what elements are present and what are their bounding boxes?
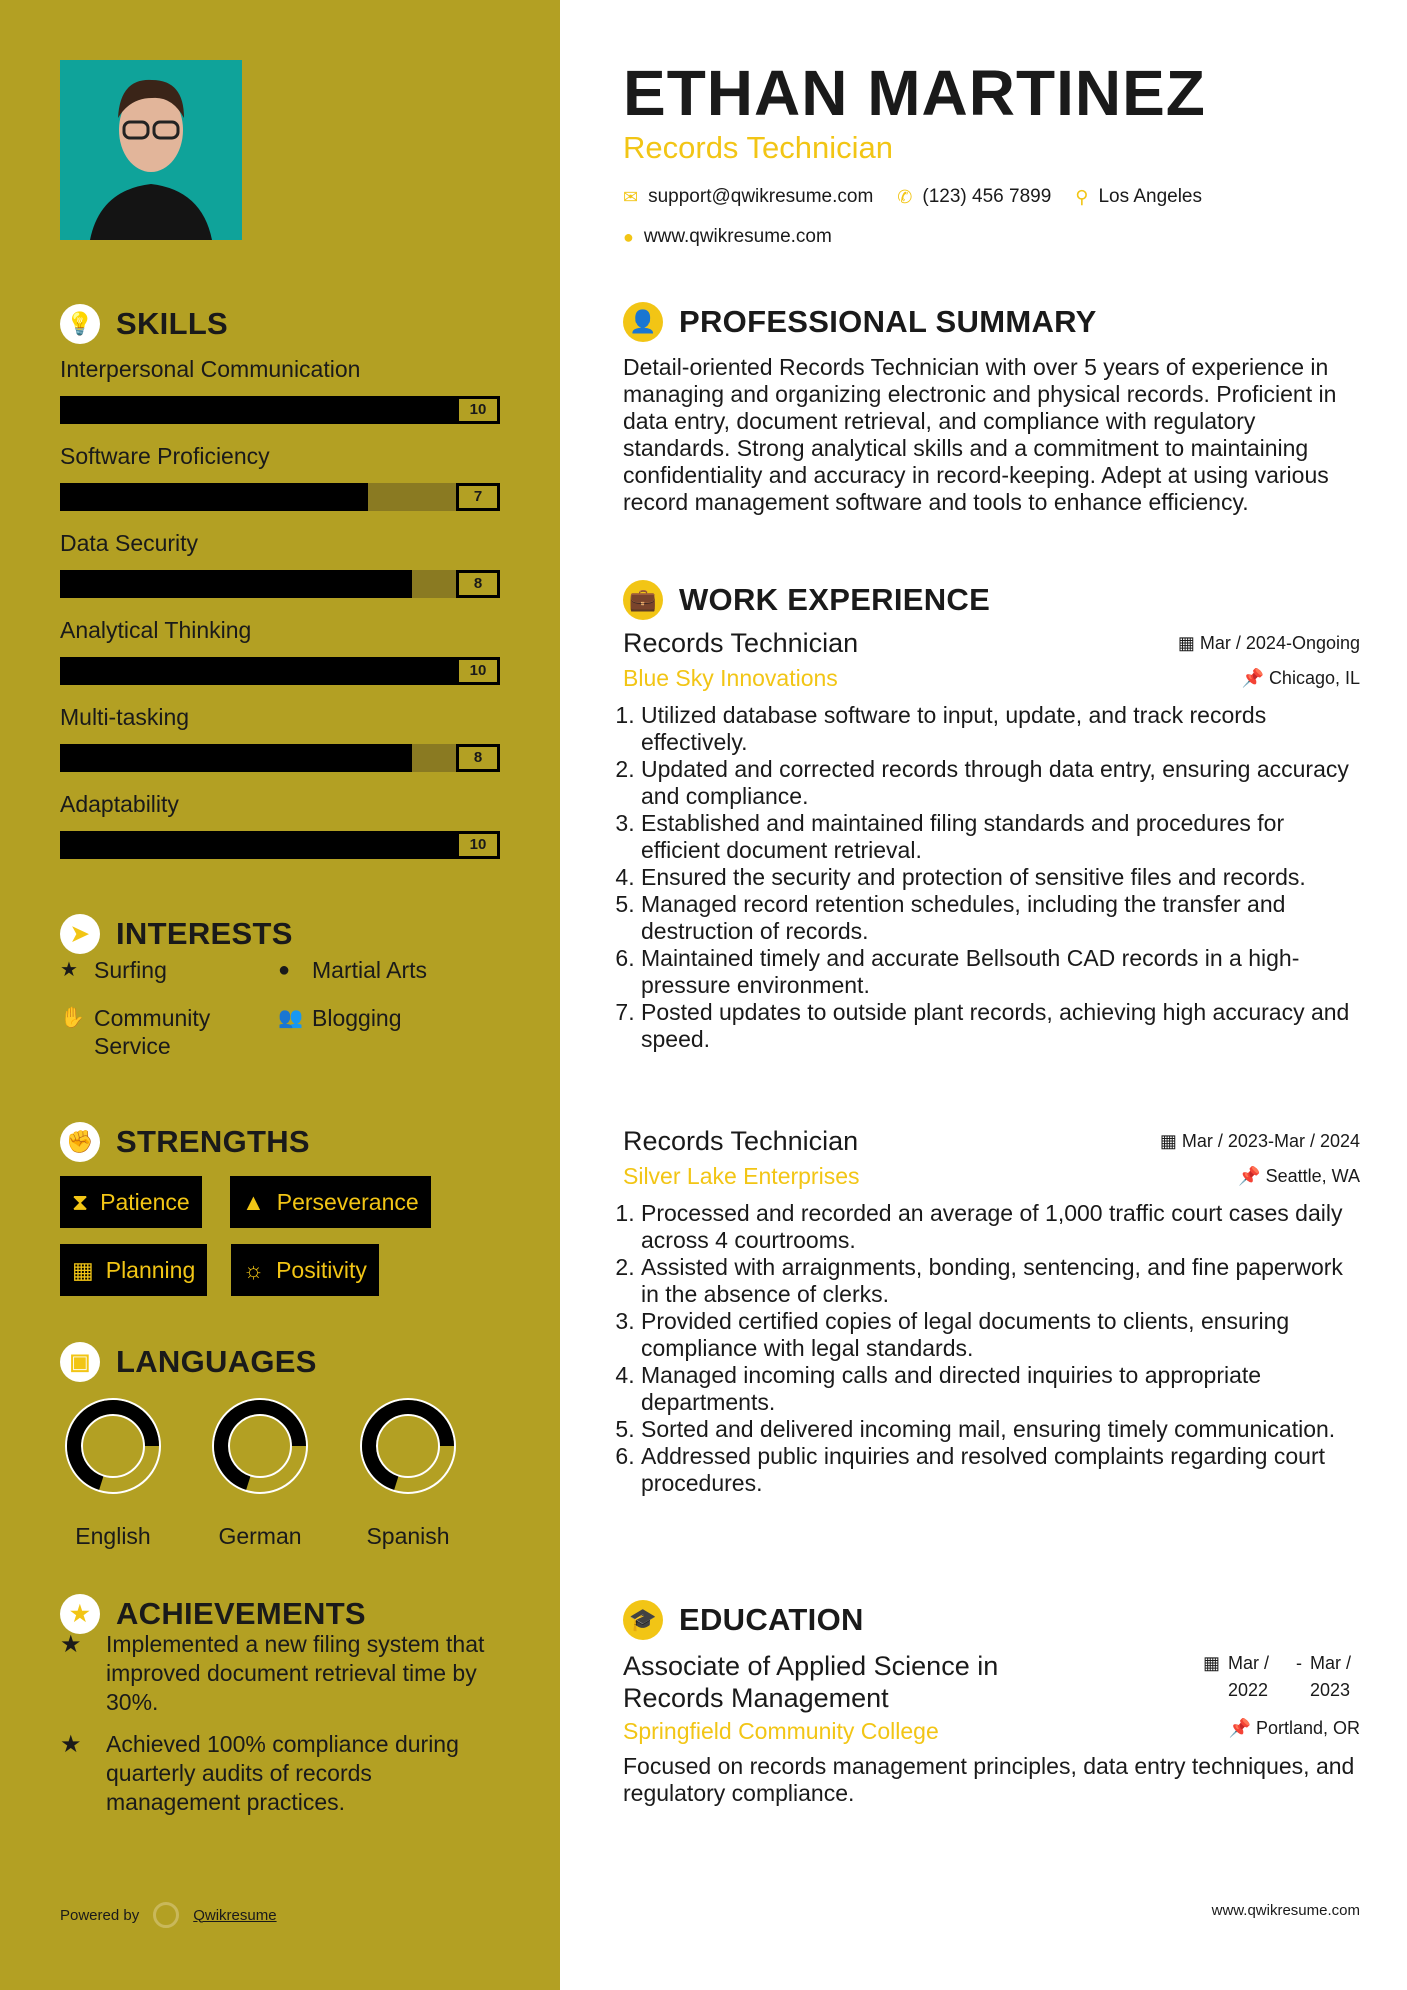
skill-bar: [60, 831, 500, 859]
job-bullet: 1. Utilized database software to input, update, and track records effectively.: [641, 702, 1360, 756]
sun-icon: ☼: [243, 1256, 265, 1283]
skill-value: 10: [456, 831, 500, 859]
languages-heading: [60, 1342, 317, 1382]
lightbulb-icon: 💡: [60, 304, 100, 344]
achievement-item: [60, 1630, 500, 1717]
website[interactable]: www.qwikresume.com: [643, 226, 832, 247]
achievement-text: Implemented a new filing system that improved document retrieval time by 30%.: [106, 1631, 485, 1715]
skill-item: [60, 702, 500, 772]
skill-label: Adaptability: [60, 791, 179, 817]
language-label: German: [218, 1523, 302, 1549]
skill-bar-fill: [60, 483, 368, 511]
education-location: Portland, OR: [1255, 1718, 1360, 1738]
location: Los Angeles: [1098, 186, 1202, 207]
skill-item: [60, 789, 500, 859]
skill-item: [60, 354, 500, 424]
interest-item: [278, 1004, 402, 1032]
interests-heading: [60, 914, 293, 954]
user-icon: 👤: [623, 302, 663, 342]
skill-label: Multi-tasking: [60, 704, 190, 730]
strengths-heading: [60, 1122, 310, 1162]
company: Silver Lake Enterprises: [623, 1163, 860, 1189]
job-bullet: 6. Addressed public inquiries and resolved complaints regarding court procedures.: [641, 1443, 1360, 1497]
summary-text: Detail-oriented Records Technician with over 5 years of experience in managing and organizing electronic and physical records. Proficient in data entry, document retrieval, and compliance with regulatory standards. Strong analytical skills and a commitment to maintaining confidentiality and accuracy in record-keeping. Adept at using various record management software and tools to enhance efficiency.: [623, 354, 1337, 515]
experience-section: [623, 580, 1360, 620]
skill-bar: [60, 570, 500, 598]
star-icon: ★: [60, 959, 78, 981]
job-bullet: 1. Processed and recorded an average of 1,000 traffic court cases daily across 4 courtrooms.: [641, 1200, 1360, 1254]
achievement-item: [60, 1730, 500, 1817]
job-bullet: 4. Ensured the security and protection of sensitive files and records.: [641, 864, 1360, 891]
job-bullet: 2. Updated and corrected records through data entry, ensuring accuracy and compliance.: [641, 756, 1360, 810]
skill-value: 10: [456, 396, 500, 424]
heading-text: STRENGTHS: [116, 1124, 310, 1159]
education-text: Focused on records management principles, data entry techniques, and regulatory compliance.: [623, 1753, 1355, 1806]
hourglass-icon: ⧗: [72, 1188, 89, 1215]
skill-value: 10: [456, 657, 500, 685]
footer-website[interactable]: www.qwikresume.com: [1211, 1902, 1360, 1919]
interest-label: Community Service: [94, 1005, 211, 1059]
road-icon: ▲: [242, 1188, 265, 1215]
powered-by: [60, 1902, 277, 1928]
hand-icon: ✋: [60, 1007, 85, 1029]
qwikresume-logo-icon: [153, 1902, 179, 1928]
end-date: Mar / 2023: [1310, 1653, 1352, 1700]
language-label: Spanish: [366, 1523, 450, 1549]
pin-icon: 📌: [1238, 1166, 1266, 1186]
job-dates: Mar / 2023-Mar / 2024: [1181, 1131, 1360, 1151]
globe-icon: ●: [278, 959, 291, 981]
heading-text: SKILLS: [116, 306, 229, 341]
job-bullets: [623, 702, 1360, 1053]
id-card-icon: ▣: [60, 1342, 100, 1382]
job-bullet: 7. Posted updates to outside plant records, achieving high accuracy and speed.: [641, 999, 1360, 1053]
phone: (123) 456 7899: [922, 186, 1052, 207]
language-item: [343, 1396, 473, 1550]
fist-icon: ✊: [60, 1122, 100, 1162]
language-item: [48, 1396, 178, 1550]
skill-value: 8: [456, 570, 500, 598]
interest-label: Surfing: [94, 957, 167, 983]
skill-bar: [60, 744, 500, 772]
shooting-star-icon: ★: [60, 1631, 82, 1658]
chip-label: Planning: [105, 1256, 196, 1283]
achievement-text: Achieved 100% compliance during quarterly audits of records management practices.: [106, 1731, 459, 1815]
paper-plane-icon: ➤: [60, 914, 100, 954]
heading-text: WORK EXPERIENCE: [679, 582, 991, 617]
start-date: Mar / 2022: [1228, 1653, 1270, 1700]
skill-item: [60, 528, 500, 598]
pin-icon: 📌: [1228, 1718, 1256, 1738]
users-icon: 👥: [278, 1007, 303, 1029]
job-bullets: [623, 1200, 1360, 1497]
job-bullet: 5. Sorted and delivered incoming mail, ensuring timely communication.: [641, 1416, 1360, 1443]
calendar-icon: ▦: [1159, 1131, 1182, 1151]
interest-item: [278, 956, 427, 984]
briefcase-icon: 💼: [623, 580, 663, 620]
skill-bar-fill: [60, 570, 412, 598]
phone-icon: ✆: [897, 186, 913, 207]
job-bullet: 2. Assisted with arraignments, bonding, sentencing, and fine paperwork in the absence of clerks.: [641, 1254, 1360, 1308]
skill-label: Data Security: [60, 530, 199, 556]
profile-photo: [60, 60, 242, 240]
envelope-icon: ✉: [623, 186, 639, 207]
calendar-icon: ▦: [1177, 633, 1200, 653]
chip-label: Patience: [100, 1188, 190, 1215]
interest-item: [60, 956, 167, 984]
job-dates: Mar / 2024-Ongoing: [1199, 633, 1360, 653]
language-label: English: [75, 1523, 151, 1549]
skill-value: 8: [456, 744, 500, 772]
language-donut: [210, 1396, 310, 1496]
website-row: [623, 226, 1360, 248]
skill-bar: [60, 657, 500, 685]
interest-label: Blogging: [312, 1005, 402, 1031]
job-location: Seattle, WA: [1265, 1166, 1360, 1186]
skill-value: 7: [456, 483, 500, 511]
shooting-star-icon: ★: [60, 1731, 82, 1758]
graduate-icon: 🎓: [623, 1600, 663, 1640]
education-dates: ▦ Mar / 2022 - Mar / 2023: [1203, 1650, 1360, 1714]
heading-text: EDUCATION: [679, 1602, 864, 1637]
education-section: [623, 1600, 1360, 1807]
calendar-icon: ▦: [72, 1256, 94, 1283]
skill-label: Interpersonal Communication: [60, 356, 361, 382]
skill-label: Software Proficiency: [60, 443, 270, 469]
strength-chip: [231, 1244, 379, 1296]
language-donut: [63, 1396, 163, 1496]
job-title: Records Technician: [623, 1126, 859, 1156]
skill-item: [60, 615, 500, 685]
job-bullet: 6. Maintained timely and accurate Bellsouth CAD records in a high-pressure environment.: [641, 945, 1360, 999]
heading-text: PROFESSIONAL SUMMARY: [679, 304, 1097, 339]
star-badge-icon: ★: [60, 1594, 100, 1634]
skill-bar-fill: [60, 396, 500, 424]
job-bullet: 3. Provided certified copies of legal documents to clients, ensuring compliance with legal standards.: [641, 1308, 1360, 1362]
contact-row: [623, 186, 1360, 208]
skill-item: [60, 441, 500, 511]
candidate-title: Records Technician: [623, 130, 893, 165]
globe-icon: ●: [623, 226, 634, 247]
skill-bar: [60, 396, 500, 424]
job-title: Records Technician: [623, 628, 859, 658]
job-entry: [623, 628, 1360, 1053]
summary-heading: [623, 302, 1360, 342]
job-bullet: 5. Managed record retention schedules, including the transfer and destruction of records.: [641, 891, 1360, 945]
qwikresume-link[interactable]: Qwikresume: [193, 1906, 277, 1924]
company: Blue Sky Innovations: [623, 665, 838, 691]
experience-heading: [623, 580, 1360, 620]
heading-text: INTERESTS: [116, 916, 293, 951]
strength-chip: [60, 1176, 202, 1228]
language-item: [195, 1396, 325, 1550]
map-pin-icon: ⚲: [1075, 186, 1089, 207]
skill-bar-fill: [60, 744, 412, 772]
header: [623, 56, 1360, 248]
skill-bar-fill: [60, 831, 500, 859]
candidate-name: ETHAN MARTINEZ: [623, 57, 1206, 129]
achievements-heading: [60, 1594, 366, 1634]
job-bullet: 4. Managed incoming calls and directed inquiries to appropriate departments.: [641, 1362, 1360, 1416]
email[interactable]: support@qwikresume.com: [648, 186, 874, 207]
chip-label: Perseverance: [276, 1188, 419, 1215]
skills-heading: [60, 304, 228, 344]
chip-label: Positivity: [276, 1256, 367, 1283]
job-entry: [623, 1126, 1360, 1497]
language-donut: [358, 1396, 458, 1496]
heading-text: ACHIEVEMENTS: [116, 1596, 366, 1631]
degree: Associate of Applied Science in Records Management: [623, 1651, 999, 1713]
pin-icon: 📌: [1241, 668, 1269, 688]
job-bullet: 3. Established and maintained filing standards and procedures for efficient document retrieval.: [641, 810, 1360, 864]
calendar-icon: ▦: [1202, 1653, 1220, 1673]
summary-section: [623, 302, 1360, 516]
job-location: Chicago, IL: [1268, 668, 1360, 688]
skill-bar-fill: [60, 657, 500, 685]
strength-chip: [230, 1176, 431, 1228]
skill-bar: [60, 483, 500, 511]
skill-label: Analytical Thinking: [60, 617, 252, 643]
interest-item: [60, 1004, 260, 1060]
school: Springfield Community College: [623, 1718, 939, 1744]
powered-by-text: Powered by: [60, 1906, 140, 1924]
heading-text: LANGUAGES: [116, 1344, 317, 1379]
strength-chip: [60, 1244, 207, 1296]
interest-label: Martial Arts: [312, 957, 428, 983]
education-heading: [623, 1600, 1360, 1640]
sidebar: [0, 0, 560, 1990]
